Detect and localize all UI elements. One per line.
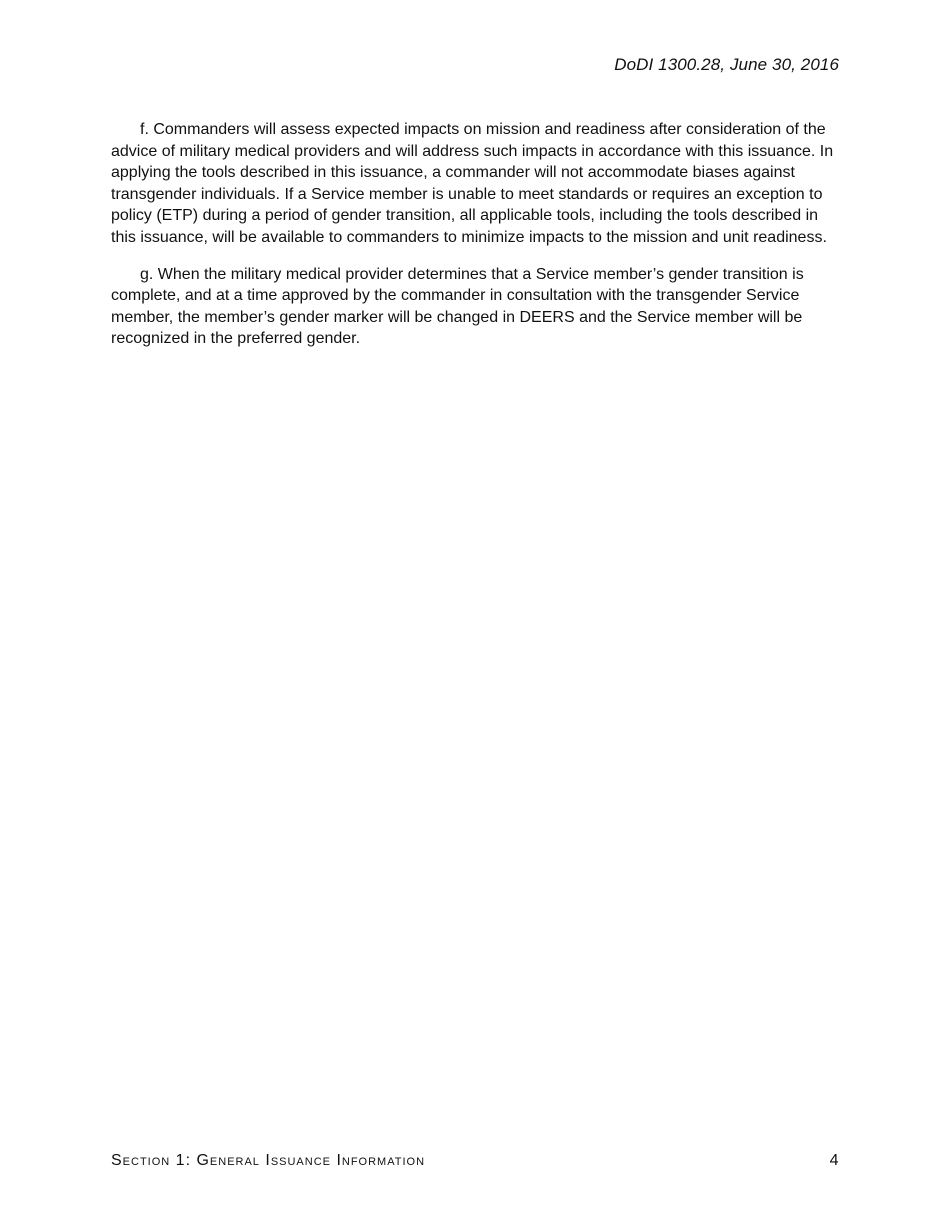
paragraph-g: g. When the military medical provider determines that a Service member’s gender transition is complete, and at a time approved by the commander in consultation with the transgender Service member, the member’s gender marker will be changed in DEERS and the Service member will be recognized in the preferred gender. <box>111 265 804 348</box>
page-footer <box>111 1152 839 1170</box>
footer-section-title: Section 1: General Issuance Information <box>111 1152 426 1169</box>
document-citation-header: DoDI 1300.28, June 30, 2016 <box>614 55 839 74</box>
document-body <box>111 119 839 365</box>
paragraph-f: f. Commanders will assess expected impacts on mission and readiness after consideration of the advice of military medical providers and will address such impacts in accordance with this issuance. In applying the tools described in this issuance, a commander will not accommodate biases against transgender individuals. If a Service member is unable to meet standards or requires an exception to policy (ETP) during a period of gender transition, all applicable tools, including the tools described in this issuance, will be available to commanders to minimize impacts to the mission and unit readiness. <box>111 121 834 246</box>
page-number: 4 <box>829 1152 839 1169</box>
